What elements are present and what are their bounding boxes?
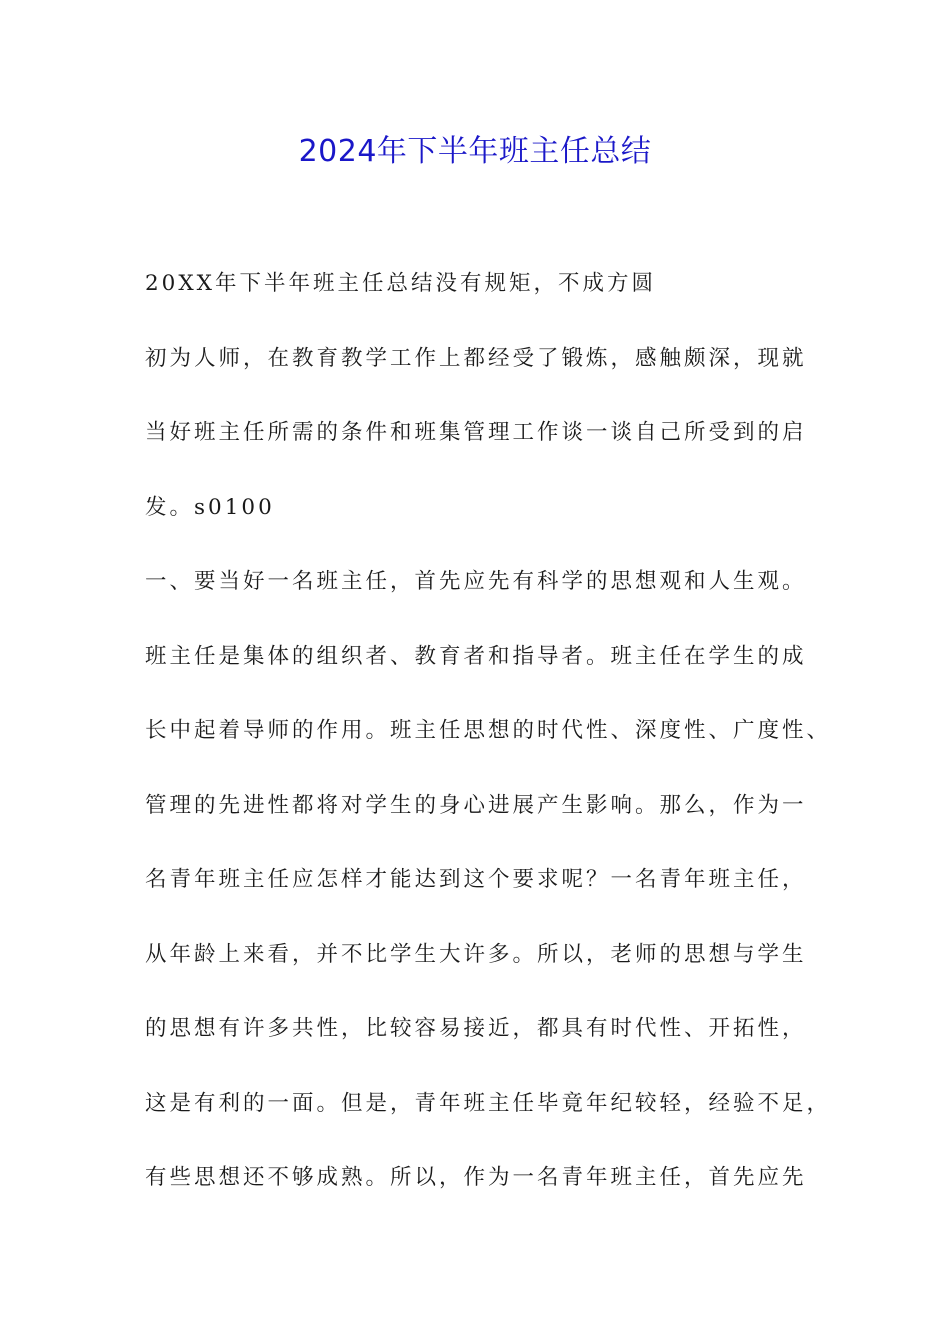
body-line: 20XX年下半年班主任总结没有规矩，不成方圆 (145, 271, 656, 296)
body-line: 初为人师，在教育教学工作上都经受了锻炼，感触颇深，现就 (145, 345, 807, 371)
body-line: 管理的先进性都将对学生的身心进展产生影响。那么，作为一 (145, 792, 807, 818)
body-line: 有些思想还不够成熟。所以，作为一名青年班主任，首先应先 (145, 1165, 807, 1190)
document-title: 2024年下半年班主任总结 (298, 134, 652, 169)
body-line: 从年龄上来看，并不比学生大许多。所以，老师的思想与学生 (145, 941, 807, 967)
body-line: 这是有利的一面。但是，青年班主任毕竟年纪较轻，经验不足， (145, 1090, 832, 1116)
body-line: 名青年班主任应怎样才能达到这个要求呢？一名青年班主任， (145, 867, 807, 892)
body-line: 当好班主任所需的条件和班集管理工作谈一谈自己所受到的启 (145, 420, 807, 445)
document-body (145, 258, 845, 1227)
body-line: 发。s0100 (145, 494, 275, 520)
body-line: 的思想有许多共性，比较容易接近，都具有时代性、开拓性， (145, 1016, 807, 1041)
section-heading-line: 一、要当好一名班主任，首先应先有科学的思想观和人生观。 (145, 569, 807, 594)
body-line: 班主任是集体的组织者、教育者和指导者。班主任在学生的成 (145, 643, 807, 669)
body-line: 长中起着导师的作用。班主任思想的时代性、深度性、广度性、 (145, 718, 832, 743)
